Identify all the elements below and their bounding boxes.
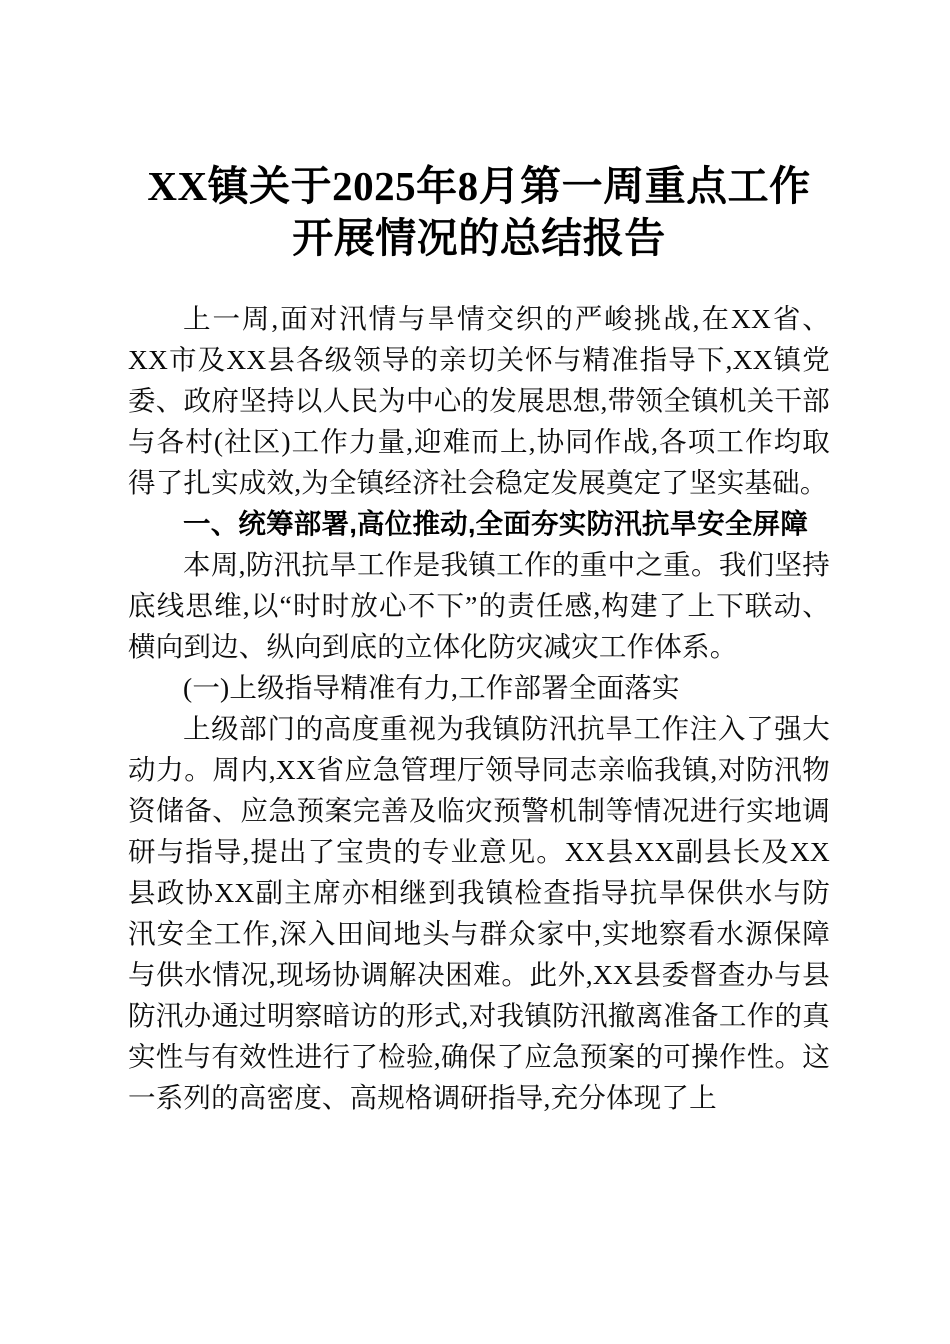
paragraph-subsection-1-1-body: 上级部门的高度重视为我镇防汛抗旱工作注入了强大动力。周内,XX省应急管理厅领导同志亲临我镇,对防汛物资储备、应急预案完善及临灾预警机制等情况进行实地调研与指导,提出了宝贵的专业意见。XX县XX副县长及XX县政协XX副主席亦相继到我镇检查指导抗旱保供水与防汛安全工作,深入田间地头与群众家中,实地察看水源保障与供水情况,现场协调解决困难。此外,XX县委督查办与县防汛办通过明察暗访的形式,对我镇防汛撤离准备工作的真实性与有效性进行了检验,确保了应急预案的可操作性。这一系列的高密度、高规格调研指导,充分体现了上 xyxy=(128,713,830,1113)
paragraph-section-1-lead: 本周,防汛抗旱工作是我镇工作的重中之重。我们坚持底线思维,以“时时放心不下”的责任感,构建了上下联动、横向到边、纵向到底的立体化防灾减灾工作体系。 xyxy=(128,549,830,662)
page-title-line-2: 开展情况的总结报告 xyxy=(292,215,666,261)
page-header-area xyxy=(0,0,950,150)
section-heading-1: 一、统筹部署,高位推动,全面夯实防汛抗旱安全屏障 xyxy=(183,508,809,539)
document-content xyxy=(128,160,830,1118)
page-title-line-1: XX镇关于2025年8月第一周重点工作 xyxy=(147,163,811,209)
page-title xyxy=(128,160,830,264)
subsection-heading-1-1: (一)上级指导精准有力,工作部署全面落实 xyxy=(183,672,680,703)
page-footer-area xyxy=(0,1284,950,1344)
paragraph-intro: 上一周,面对汛情与旱情交织的严峻挑战,在XX省、XX市及XX县各级领导的亲切关怀与精准指导下,XX镇党委、政府坚持以人民为中心的发展思想,带领全镇机关干部与各村(社区)工作力量,迎难而上,协同作战,各项工作均取得了扎实成效,为全镇经济社会稳定发展奠定了坚实基础。 xyxy=(128,303,830,498)
